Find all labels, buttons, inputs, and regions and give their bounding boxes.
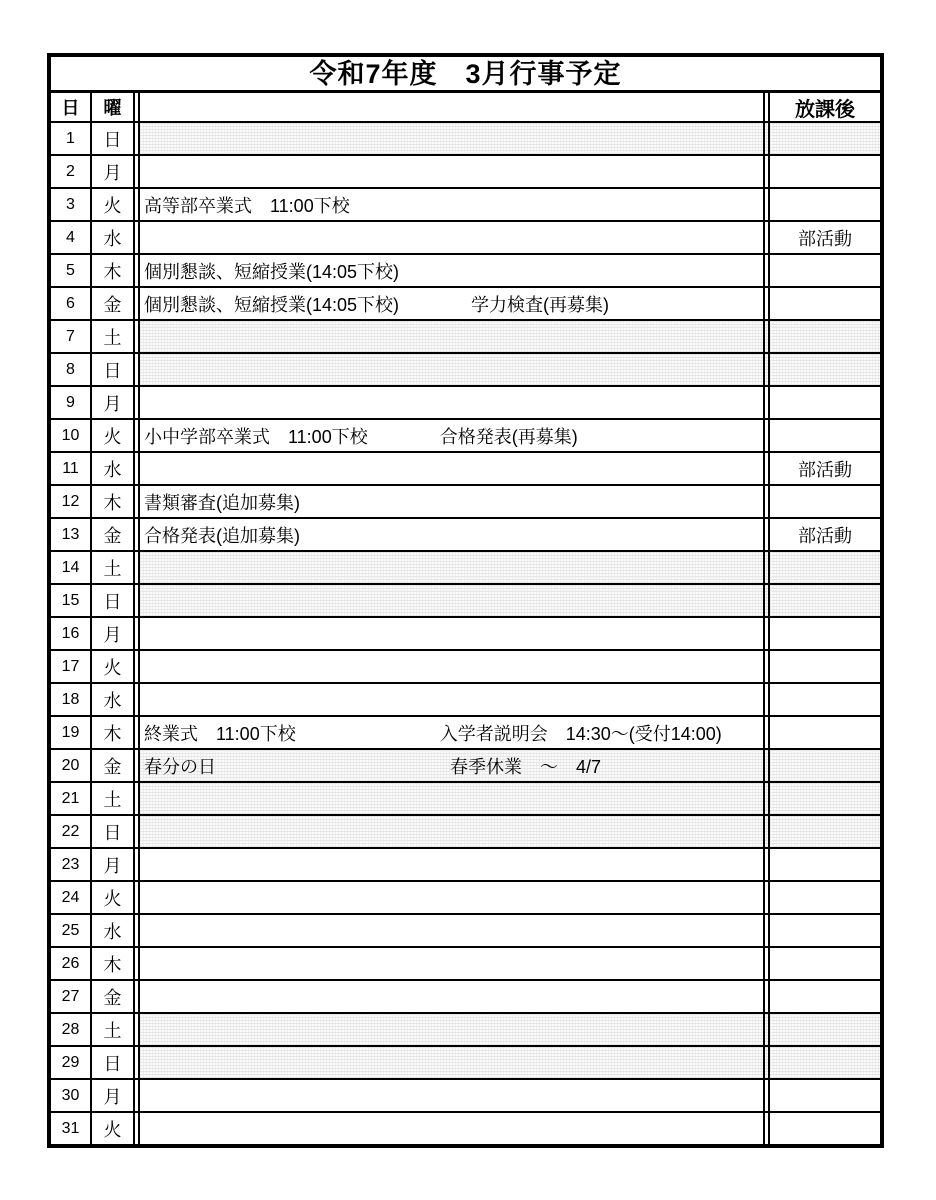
day-cell: 17	[51, 651, 92, 682]
calendar-row	[51, 189, 880, 222]
afterschool-cell: 部活動	[798, 228, 852, 249]
day-cell: 19	[51, 717, 92, 748]
afterschool-cell	[770, 1080, 880, 1111]
day-cell: 30	[51, 1080, 92, 1111]
events-cell	[140, 948, 770, 979]
afterschool-cell	[770, 585, 880, 616]
day-cell: 15	[51, 585, 92, 616]
events-cell	[140, 882, 770, 913]
calendar-row	[51, 222, 880, 255]
day-cell: 29	[51, 1047, 92, 1078]
afterschool-cell	[770, 189, 880, 220]
afterschool-cell	[770, 948, 880, 979]
events-cell	[140, 321, 770, 352]
day-cell: 20	[51, 750, 92, 781]
weekday-cell: 月	[92, 156, 140, 187]
afterschool-cell	[770, 321, 880, 352]
weekday-cell: 日	[92, 816, 140, 847]
weekday-cell: 水	[92, 915, 140, 946]
weekday-cell: 月	[92, 618, 140, 649]
events-cell	[140, 915, 770, 946]
day-cell: 12	[51, 486, 92, 517]
weekday-cell: 木	[92, 486, 140, 517]
day-cell: 22	[51, 816, 92, 847]
day-cell: 2	[51, 156, 92, 187]
events-cell	[140, 222, 770, 253]
afterschool-cell	[770, 1047, 880, 1078]
calendar-row	[51, 519, 880, 552]
afterschool-cell	[770, 420, 880, 451]
calendar-rows	[51, 123, 880, 1144]
afterschool-cell	[770, 618, 880, 649]
day-cell: 25	[51, 915, 92, 946]
weekday-cell: 金	[92, 519, 140, 550]
calendar-row	[51, 915, 880, 948]
events-cell: 合格発表(追加募集)	[140, 519, 770, 550]
weekday-cell: 日	[92, 1047, 140, 1078]
header-day: 日	[51, 93, 92, 121]
day-cell: 28	[51, 1014, 92, 1045]
weekday-cell: 日	[92, 585, 140, 616]
calendar-row	[51, 552, 880, 585]
afterschool-cell	[770, 255, 880, 286]
calendar-row	[51, 684, 880, 717]
events-cell: 終業式 11:00下校 入学者説明会 14:30〜(受付14:00)	[140, 717, 770, 748]
day-cell: 21	[51, 783, 92, 814]
calendar-row	[51, 288, 880, 321]
header-weekday: 曜	[92, 93, 140, 121]
calendar-row	[51, 750, 880, 783]
events-cell	[140, 1047, 770, 1078]
calendar-row	[51, 1113, 880, 1144]
events-cell	[140, 1014, 770, 1045]
events-cell	[140, 585, 770, 616]
day-cell: 5	[51, 255, 92, 286]
day-cell: 3	[51, 189, 92, 220]
day-cell: 1	[51, 123, 92, 154]
events-cell: 個別懇談、短縮授業(14:05下校)	[140, 255, 770, 286]
events-cell	[140, 1113, 770, 1144]
afterschool-cell	[770, 123, 880, 154]
day-cell: 13	[51, 519, 92, 550]
weekday-cell: 月	[92, 849, 140, 880]
calendar-row	[51, 1080, 880, 1113]
day-cell: 11	[51, 453, 92, 484]
calendar-row	[51, 1014, 880, 1047]
weekday-cell: 金	[92, 288, 140, 319]
schedule-table	[47, 53, 884, 1148]
calendar-row	[51, 717, 880, 750]
weekday-cell: 水	[92, 453, 140, 484]
day-cell: 16	[51, 618, 92, 649]
afterschool-cell	[770, 1113, 880, 1144]
afterschool-cell: 部活動	[798, 459, 852, 480]
day-cell: 24	[51, 882, 92, 913]
afterschool-cell	[770, 1014, 880, 1045]
header-after-school: 放課後	[795, 98, 855, 121]
table-header-row	[51, 93, 880, 123]
day-cell: 7	[51, 321, 92, 352]
weekday-cell: 水	[92, 222, 140, 253]
afterschool-cell	[770, 684, 880, 715]
weekday-cell: 火	[92, 882, 140, 913]
weekday-cell: 日	[92, 354, 140, 385]
day-cell: 4	[51, 222, 92, 253]
calendar-row	[51, 651, 880, 684]
afterschool-cell	[770, 849, 880, 880]
events-cell: 個別懇談、短縮授業(14:05下校) 学力検査(再募集)	[140, 288, 770, 319]
weekday-cell: 月	[92, 387, 140, 418]
weekday-cell: 金	[92, 750, 140, 781]
calendar-row	[51, 387, 880, 420]
weekday-cell: 火	[92, 189, 140, 220]
events-cell	[140, 849, 770, 880]
weekday-cell: 金	[92, 981, 140, 1012]
day-cell: 10	[51, 420, 92, 451]
weekday-cell: 日	[92, 123, 140, 154]
afterschool-cell: 部活動	[798, 525, 852, 546]
day-cell: 6	[51, 288, 92, 319]
day-cell: 23	[51, 849, 92, 880]
weekday-cell: 土	[92, 552, 140, 583]
events-cell: 小中学部卒業式 11:00下校 合格発表(再募集)	[140, 420, 770, 451]
day-cell: 18	[51, 684, 92, 715]
weekday-cell: 火	[92, 420, 140, 451]
events-cell	[140, 552, 770, 583]
events-cell	[140, 156, 770, 187]
day-cell: 9	[51, 387, 92, 418]
calendar-row	[51, 354, 880, 387]
weekday-cell: 月	[92, 1080, 140, 1111]
weekday-cell: 土	[92, 321, 140, 352]
weekday-cell: 土	[92, 1014, 140, 1045]
events-cell	[140, 684, 770, 715]
afterschool-cell	[770, 882, 880, 913]
calendar-row	[51, 486, 880, 519]
calendar-row	[51, 882, 880, 915]
header-events	[140, 93, 770, 121]
calendar-row	[51, 783, 880, 816]
day-cell: 31	[51, 1113, 92, 1144]
events-cell	[140, 123, 770, 154]
events-cell	[140, 981, 770, 1012]
day-cell: 27	[51, 981, 92, 1012]
events-cell: 春分の日 春季休業 〜 4/7	[140, 750, 770, 781]
events-cell	[140, 1080, 770, 1111]
events-cell	[140, 618, 770, 649]
calendar-row	[51, 849, 880, 882]
events-cell	[140, 453, 770, 484]
events-cell	[140, 783, 770, 814]
weekday-cell: 土	[92, 783, 140, 814]
calendar-row	[51, 420, 880, 453]
weekday-cell: 木	[92, 255, 140, 286]
afterschool-cell	[770, 288, 880, 319]
day-cell: 8	[51, 354, 92, 385]
calendar-row	[51, 156, 880, 189]
events-cell	[140, 651, 770, 682]
calendar-row	[51, 1047, 880, 1080]
weekday-cell: 水	[92, 684, 140, 715]
calendar-row	[51, 981, 880, 1014]
afterschool-cell	[770, 717, 880, 748]
events-cell: 高等部卒業式 11:00下校	[140, 189, 770, 220]
afterschool-cell	[770, 750, 880, 781]
calendar-row	[51, 255, 880, 288]
afterschool-cell	[770, 552, 880, 583]
events-cell	[140, 816, 770, 847]
page-title: 令和7年度 3月行事予定	[51, 57, 880, 93]
afterschool-cell	[770, 816, 880, 847]
weekday-cell: 火	[92, 1113, 140, 1144]
calendar-row	[51, 123, 880, 156]
calendar-row	[51, 585, 880, 618]
afterschool-cell	[770, 915, 880, 946]
calendar-row	[51, 948, 880, 981]
weekday-cell: 火	[92, 651, 140, 682]
calendar-row	[51, 321, 880, 354]
events-cell	[140, 354, 770, 385]
afterschool-cell	[770, 651, 880, 682]
calendar-row	[51, 618, 880, 651]
afterschool-cell	[770, 783, 880, 814]
events-cell	[140, 387, 770, 418]
afterschool-cell	[770, 387, 880, 418]
calendar-row	[51, 816, 880, 849]
day-cell: 26	[51, 948, 92, 979]
events-cell: 書類審査(追加募集)	[140, 486, 770, 517]
weekday-cell: 木	[92, 948, 140, 979]
afterschool-cell	[770, 981, 880, 1012]
day-cell: 14	[51, 552, 92, 583]
afterschool-cell	[770, 486, 880, 517]
calendar-row	[51, 453, 880, 486]
afterschool-cell	[770, 156, 880, 187]
afterschool-cell	[770, 354, 880, 385]
weekday-cell: 木	[92, 717, 140, 748]
